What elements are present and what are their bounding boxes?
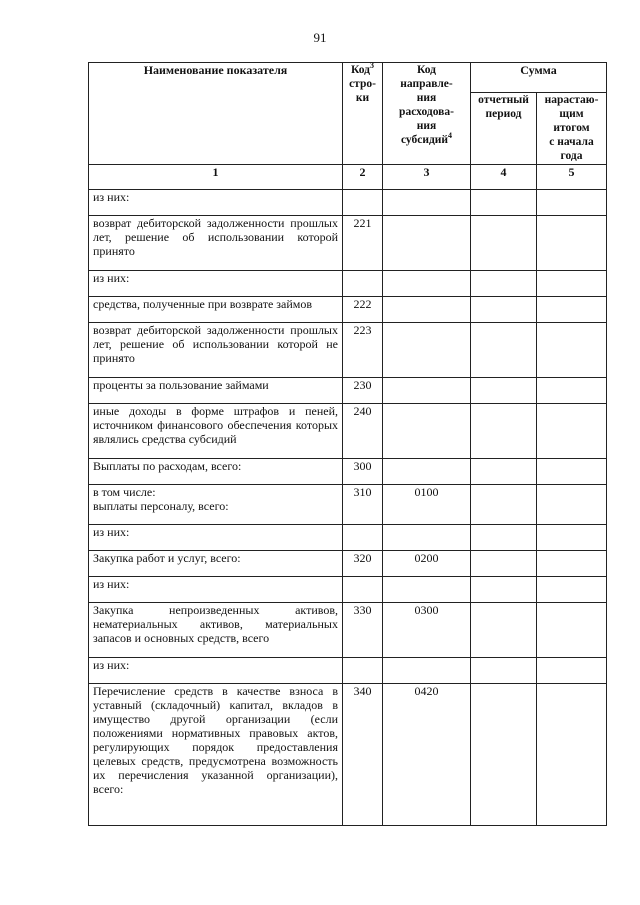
page-number: 91 — [313, 30, 327, 45]
indicator-name: Закупка работ и услуг, всего: — [89, 551, 343, 577]
header-row-code-footnote: 3 — [370, 61, 374, 71]
indicator-name: возврат дебиторской задолженности прошлых лет, решение об использовании которой принято — [89, 216, 343, 271]
reporting-period-value — [471, 658, 537, 684]
cumulative-value — [537, 658, 607, 684]
indicator-name: проценты за пользование займами — [89, 378, 343, 404]
reporting-period-value — [471, 525, 537, 551]
reporting-period-value — [471, 551, 537, 577]
reporting-period-value — [471, 190, 537, 216]
column-number: 4 — [471, 165, 537, 190]
reporting-period-value — [471, 577, 537, 603]
table-row — [89, 684, 607, 826]
row-code — [343, 658, 383, 684]
cumulative-value — [537, 404, 607, 459]
reporting-period-value — [471, 271, 537, 297]
header-sum: Сумма — [471, 63, 607, 93]
row-code: 230 — [343, 378, 383, 404]
table-row — [89, 404, 607, 459]
direction-code — [383, 658, 471, 684]
table-row — [89, 271, 607, 297]
direction-code — [383, 378, 471, 404]
header-row-code-rest: стро- ки — [349, 78, 376, 104]
direction-code — [383, 271, 471, 297]
direction-code — [383, 216, 471, 271]
indicator-name: возврат дебиторской задолженности прошлых лет, решение об использовании которой не принято — [89, 323, 343, 378]
table-row — [89, 378, 607, 404]
column-number: 2 — [343, 165, 383, 190]
row-code: 340 — [343, 684, 383, 826]
header-row-code-label: Код — [350, 64, 370, 76]
row-code: 330 — [343, 603, 383, 658]
direction-code — [383, 577, 471, 603]
direction-code — [383, 404, 471, 459]
row-code — [343, 577, 383, 603]
indicator-name: в том числе: выплаты персоналу, всего: — [89, 485, 343, 525]
indicator-name: из них: — [89, 658, 343, 684]
header-direction-code — [383, 63, 471, 165]
cumulative-value — [537, 577, 607, 603]
cumulative-value — [537, 485, 607, 525]
row-code — [343, 190, 383, 216]
header-direction-code-label: Код направле- ния расходова- ния субсидий — [399, 64, 454, 146]
direction-code — [383, 459, 471, 485]
reporting-period-value — [471, 684, 537, 826]
cumulative-value — [537, 323, 607, 378]
cumulative-value — [537, 551, 607, 577]
table-row — [89, 297, 607, 323]
header-direction-code-footnote: 4 — [448, 131, 453, 141]
direction-code — [383, 297, 471, 323]
reporting-period-value — [471, 297, 537, 323]
indicator-name: Закупка непроизведенных активов, нематериальных активов, материальных запасов и основных средств, всего — [89, 603, 343, 658]
column-number: 5 — [537, 165, 607, 190]
row-code: 300 — [343, 459, 383, 485]
header-row-code — [343, 63, 383, 165]
row-code: 320 — [343, 551, 383, 577]
indicator-name: Выплаты по расходам, всего: — [89, 459, 343, 485]
indicator-name: из них: — [89, 271, 343, 297]
reporting-period-value — [471, 378, 537, 404]
reporting-period-value — [471, 459, 537, 485]
indicator-name: из них: — [89, 190, 343, 216]
row-code — [343, 271, 383, 297]
column-numbers-row — [89, 165, 607, 190]
table-row — [89, 525, 607, 551]
indicator-name: Перечисление средств в качестве взноса в уставный (складочный) капитал, вкладов в имущество другой организации (если положениями нормативных правовых актов, регулирующих порядок предоставления целевых средств, предусмотрена возможность их перечисления указанной организации), всего: — [89, 684, 343, 826]
direction-code: 0200 — [383, 551, 471, 577]
cumulative-value — [537, 603, 607, 658]
reporting-period-value — [471, 485, 537, 525]
table-row — [89, 190, 607, 216]
column-number: 1 — [89, 165, 343, 190]
cumulative-value — [537, 378, 607, 404]
reporting-period-value — [471, 404, 537, 459]
cumulative-value — [537, 190, 607, 216]
indicator-name: из них: — [89, 577, 343, 603]
reporting-period-value — [471, 323, 537, 378]
report-table — [88, 62, 607, 826]
indicator-name: иные доходы в форме штрафов и пеней, источником финансового обеспечения которых являлись средства субсидий — [89, 404, 343, 459]
reporting-period-value — [471, 216, 537, 271]
table-row — [89, 577, 607, 603]
cumulative-value — [537, 684, 607, 826]
row-code: 222 — [343, 297, 383, 323]
table-row — [89, 603, 607, 658]
table-body — [89, 190, 607, 826]
table-row — [89, 459, 607, 485]
table-row — [89, 485, 607, 525]
table-row — [89, 323, 607, 378]
row-code — [343, 525, 383, 551]
direction-code — [383, 190, 471, 216]
indicator-name: из них: — [89, 525, 343, 551]
header-cumulative: нарастаю- щим итогом с начала года — [537, 93, 607, 165]
row-code: 223 — [343, 323, 383, 378]
direction-code — [383, 525, 471, 551]
reporting-period-value — [471, 603, 537, 658]
direction-code: 0100 — [383, 485, 471, 525]
header-name: Наименование показателя — [89, 63, 343, 165]
direction-code: 0300 — [383, 603, 471, 658]
indicator-name: средства, полученные при возврате займов — [89, 297, 343, 323]
header-reporting-period: отчетный период — [471, 93, 537, 165]
table-row — [89, 658, 607, 684]
cumulative-value — [537, 525, 607, 551]
cumulative-value — [537, 216, 607, 271]
column-number: 3 — [383, 165, 471, 190]
row-code: 310 — [343, 485, 383, 525]
row-code: 221 — [343, 216, 383, 271]
row-code: 240 — [343, 404, 383, 459]
cumulative-value — [537, 459, 607, 485]
table-row — [89, 551, 607, 577]
direction-code — [383, 323, 471, 378]
cumulative-value — [537, 297, 607, 323]
direction-code: 0420 — [383, 684, 471, 826]
cumulative-value — [537, 271, 607, 297]
table-row — [89, 216, 607, 271]
